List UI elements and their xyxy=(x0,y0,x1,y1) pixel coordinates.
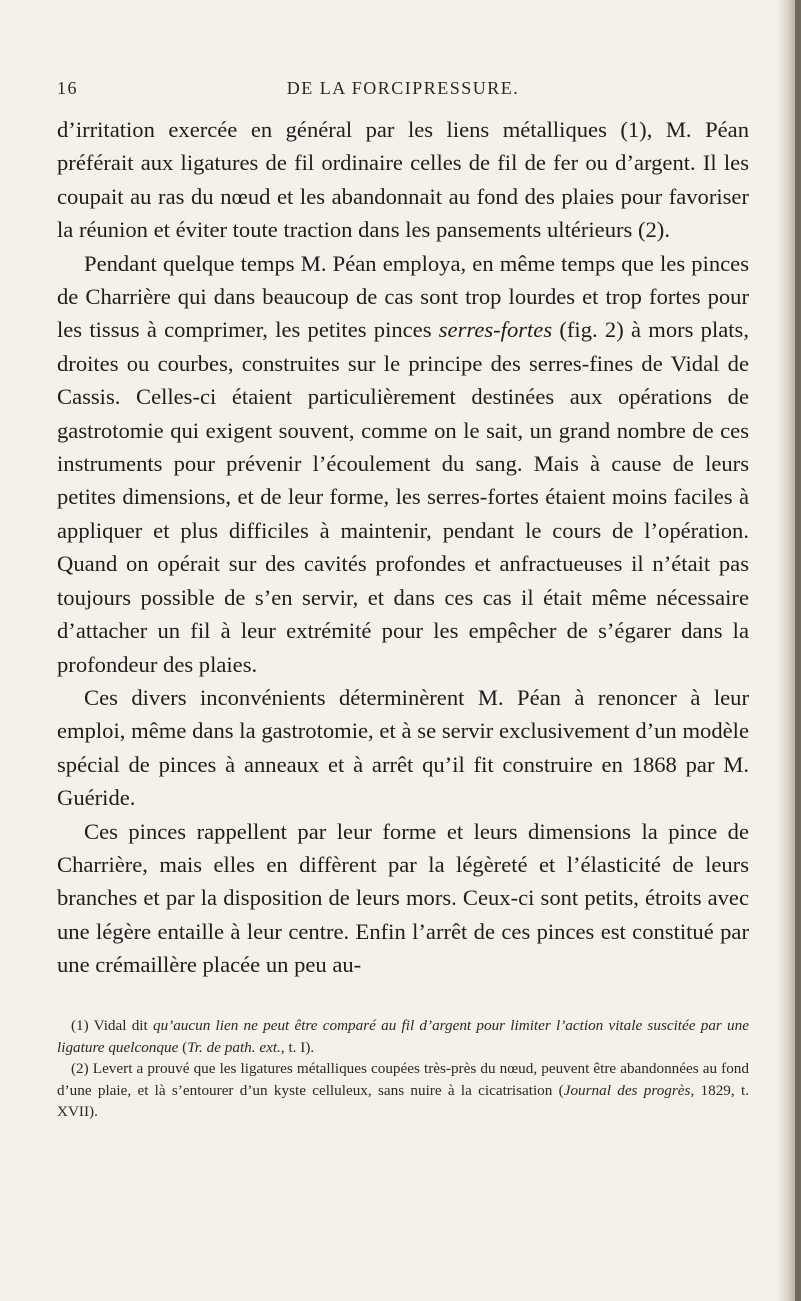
footnote-1-text-a: (1) Vidal dit xyxy=(71,1017,153,1034)
page-number: 16 xyxy=(57,78,78,98)
emphasis-serres-fortes: serres-fortes xyxy=(438,317,553,343)
page-edge xyxy=(795,0,801,1301)
footnote-1-quote: qu’aucun lien ne peut être comparé au fil d’argent pour limiter l’action vitale suscitée par une ligature quelconque xyxy=(57,1017,749,1056)
footnotes xyxy=(57,1015,749,1123)
footnote-2-text-a: (2) Levert a prouvé que les ligatures métalliques coupées très-près du nœud, peuvent être abandonnées au fond d’une plaie, et là s’entourer d’un kyste celluleux, sans nuire à la cicatrisation ( xyxy=(57,1060,749,1099)
running-title: DE LA FORCIPRESSURE. xyxy=(286,78,520,98)
footnote-2-source: Journal des progrès xyxy=(563,1081,691,1099)
paragraph-4: Ces pinces rappellent par leur forme et leurs dimensions la pince de Charrière, mais elles en diffèrent par la légèreté et l’élasticité de leurs branches et par la disposition de leurs mors. Ceux-ci sont petits, étroits avec une légère entaille à leur centre. Enfin l’arrêt de ces pinces est constitué par une crémaillère placée un peu au- xyxy=(57,818,749,978)
body-text xyxy=(57,113,749,982)
paragraph-1: d’irritation exercée en général par les liens métalliques (1), M. Péan préférait aux ligatures de fil ordinaire celles de fil de fer ou d’argent. Il les coupait au ras du nœud et les abandonnait au fond des plaies pour favoriser la réunion et éviter toute traction dans les pansements ultérieurs (2). xyxy=(57,117,749,243)
footnote-2-text-b: , 1829, t. XVII). xyxy=(57,1081,749,1121)
footnote-1 xyxy=(57,1015,749,1058)
paragraph-2-text-b: (fig. 2) à mors plats, droites ou courbes, construites sur le principe des serres-fines de Vidal de Cassis. Celles-ci étaient particulièrement destinées aux opérations de gastrotomie qui exigent souvent, comme on le sait, un grand nombre de ces instruments pour prévenir l’écoulement du sang. Mais à cause de leurs petites dimensions, et de leur forme, les serres-fortes étaient moins faciles à appliquer et plus difficiles à maintenir, pendant le cours de l’opération. Quand on opérait sur des cavités profondes et anfractueuses il n’était pas toujours possible de s’en servir, et dans ces cas il était même nécessaire d’attacher un fil à leur extrémité pour les empêcher de s’égarer dans la profondeur des plaies. xyxy=(57,317,749,677)
footnote-1-text-c: , t. I). xyxy=(280,1038,315,1056)
footnote-2 xyxy=(57,1058,749,1123)
paragraph-2 xyxy=(57,247,749,681)
paragraph-3: Ces divers inconvénients déterminèrent M. Péan à renoncer à leur emploi, même dans la gastrotomie, et à se servir exclusivement d’un modèle spécial de pinces à anneaux et à arrêt qu’il fit construire en 1868 par M. Guéride. xyxy=(57,684,749,811)
running-head xyxy=(57,78,749,102)
footnote-1-source: Tr. de path. ext. xyxy=(187,1038,281,1056)
footnote-1-text-b: ( xyxy=(178,1038,188,1056)
paragraph-2-text-a: Pendant quelque temps M. Péan employa, en même temps que les pinces de Charrière qui dans beaucoup de cas sont trop lourdes et trop fortes pour les tissus à comprimer, les petites pinces xyxy=(57,250,749,343)
